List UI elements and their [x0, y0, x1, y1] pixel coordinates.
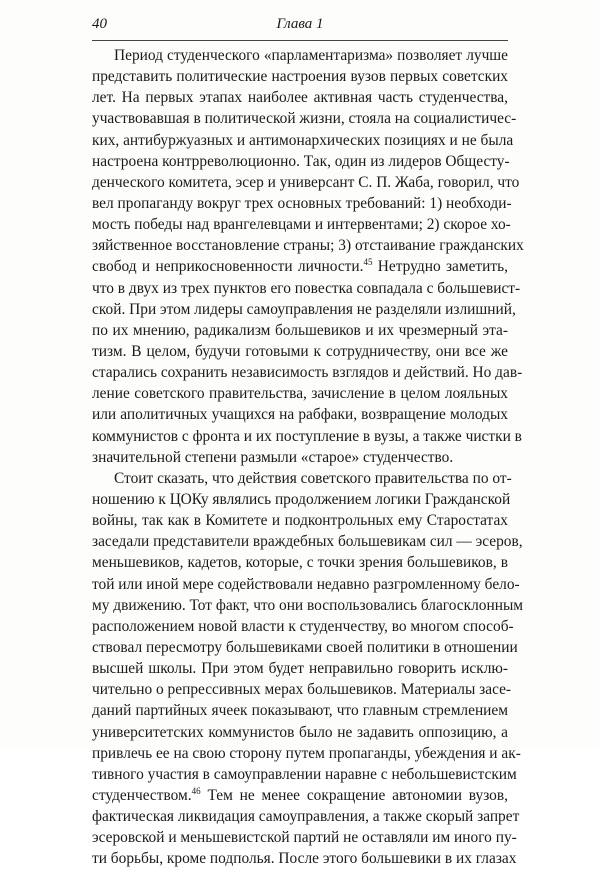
text-line: Период студенческого «парламентаризма» позволяет лучше — [114, 47, 508, 64]
text-line: мость победы над врангелевцами и интервентами; 2) скорое хо- — [92, 216, 511, 234]
page-number: 40 — [92, 16, 107, 32]
text-line-with-footnote — [92, 785, 508, 806]
text-line: фактическая ликвидация самоуправления, а также скорый запрет — [92, 808, 520, 826]
text-line: ление советского правительства, зачисление в целом лояльных — [92, 385, 508, 403]
text-line: заседали представители враждебных большевикам сил — эсеров, — [92, 533, 523, 551]
chapter-title: Глава 1 — [276, 16, 324, 32]
text-line: по их мнению, радикализм большевиков и их чрезмерный эта- — [92, 321, 508, 339]
text-line: войны, так как в Комитете и подконтрольных ему Старостатах — [92, 512, 508, 530]
text-line: даний партийных ячеек показывают, что главным стремлением — [92, 702, 508, 720]
text-line: ношению к ЦОКу являлись продолжением логики Гражданской — [92, 490, 511, 508]
text-line: вел пропаганду вокруг трех основных требований: 1) необходи- — [92, 194, 512, 212]
text-line: чительно о репрессивных мерах большевиков. Материалы засе- — [92, 681, 512, 699]
text-segment: студенчеством. — [92, 786, 192, 804]
text-line: настроена контрреволюционно. Так, один из лидеров Общесту- — [92, 152, 510, 170]
paragraph-2 — [92, 468, 524, 870]
text-line: старались сохранить независимость взглядов и действий. Но дав- — [92, 364, 523, 382]
text-line: что в двух из трех пунктов его повестка совпадала с большевист- — [92, 279, 521, 297]
text-line: коммунистов с фронта и их поступление в вузы, а также чистки в — [92, 427, 522, 445]
text-line: эсеровской и меньшевистской партий не оставляли им иного пу- — [92, 829, 517, 847]
body-text — [92, 45, 524, 869]
text-line: или аполитичных учащихся на рабфаки, возвращение молодых — [92, 406, 508, 424]
text-line: лет. На первых этапах наиболее активная часть студенчества, — [92, 89, 508, 107]
text-line: тизм. В целом, будучи готовыми к сотрудничеству, они все же — [92, 342, 508, 360]
text-line: расположением новой власти к студенчеству, во многом способ- — [92, 617, 514, 635]
text-line: участвовавшая в политической жизни, стояла на социалистичес- — [92, 110, 517, 128]
text-segment: свобод и неприкосновенности личности. — [92, 258, 364, 276]
text-line-with-footnote — [92, 256, 508, 277]
text-line: представить политические настроения вузов первых советских — [92, 68, 508, 86]
header-rule — [92, 40, 508, 41]
text-line: значительной степени размыли «старое» студенчество. — [92, 448, 454, 466]
running-head — [92, 14, 508, 34]
text-line: тивного участия в самоуправлении наравне с небольшевистским — [92, 765, 517, 783]
text-line: ствовал пересмотру большевиками своей политики в отношении — [92, 638, 518, 656]
text-segment: Нетрудно заметить, — [372, 258, 508, 276]
text-line: университетских коммунистов было не задавить оппозицию, а — [92, 723, 508, 741]
text-line: денческого комитета, эсер и универсант С. П. Жаба, говорил, что — [92, 173, 520, 191]
text-line: ской. При этом лидеры самоуправления не разделяли излишний, — [92, 300, 516, 318]
text-line: Стоит сказать, что действия советского правительства по от- — [114, 469, 512, 487]
text-line: привлечь ее на свою сторону путем пропаганды, убеждения и ак- — [92, 744, 521, 762]
text-segment: Тем не менее сокращение автономии вузов, — [200, 786, 508, 804]
text-line: высшей школы. При этом будет неправильно говорить исклю- — [92, 660, 508, 678]
text-line: му движению. Тот факт, что они воспользовались благосклонным — [92, 596, 524, 614]
text-line: ти борьбы, кроме подполья. После этого большевики в их глазах — [92, 850, 517, 868]
text-line: ких, антибуржуазных и антимонархических позициях и не была — [92, 131, 514, 149]
text-line: той или иной мере содействовали недавно разгромленному бело- — [92, 575, 520, 593]
footnote-ref[interactable]: 46 — [191, 785, 201, 796]
paragraph-1 — [92, 45, 524, 468]
text-line: зяйственное восстановление страны; 3) отстаивание гражданских — [92, 237, 524, 255]
text-line: меньшевиков, кадетов, которые, с точки зрения большевиков, в — [92, 554, 508, 572]
footnote-ref[interactable]: 45 — [363, 257, 373, 268]
